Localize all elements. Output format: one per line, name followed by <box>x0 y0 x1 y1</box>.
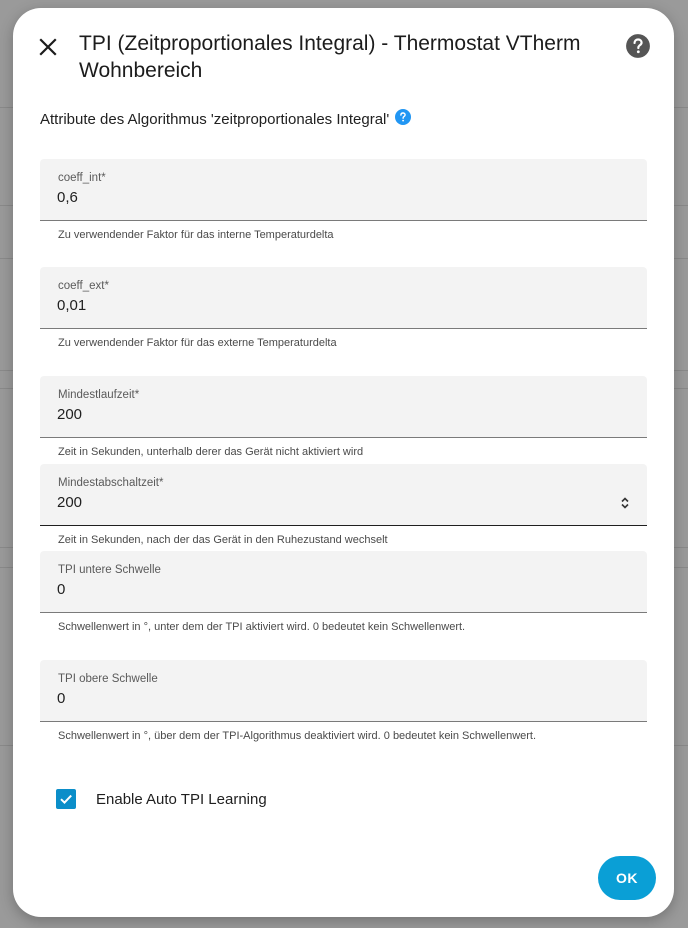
coeff-ext-input[interactable] <box>57 297 597 314</box>
coeff-ext-helper: Zu verwendender Faktor für das externe Temperaturdelta <box>58 337 337 349</box>
auto-tpi-learning-checkbox[interactable] <box>56 789 76 809</box>
dialog-title: TPI (Zeitproportionales Integral) - Thermostat VTherm Wohnbereich <box>79 32 581 82</box>
ok-button[interactable]: OK <box>598 856 656 900</box>
auto-tpi-learning-row <box>56 789 267 809</box>
auto-tpi-learning-label[interactable]: Enable Auto TPI Learning <box>96 790 267 808</box>
mindestlaufzeit-input[interactable] <box>57 406 597 423</box>
coeff-int-input[interactable] <box>57 189 597 206</box>
tpi-obere-schwelle-input[interactable] <box>57 690 597 707</box>
close-icon <box>39 38 57 56</box>
tpi-obere-schwelle-helper: Schwellenwert in °, über dem der TPI-Algorithmus deaktiviert wird. 0 bedeutet kein Schwellenwert. <box>58 730 537 742</box>
mindestabschaltzeit-label: Mindestabschaltzeit* <box>58 477 164 489</box>
tpi-settings-dialog <box>13 8 674 917</box>
tpi-untere-schwelle-field[interactable] <box>40 551 647 613</box>
tpi-untere-schwelle-label: TPI untere Schwelle <box>58 564 161 576</box>
mindestabschaltzeit-input[interactable] <box>57 494 597 511</box>
coeff-ext-field[interactable] <box>40 267 647 329</box>
coeff-int-field[interactable] <box>40 159 647 221</box>
mindestlaufzeit-helper: Zeit in Sekunden, unterhalb derer das Gerät nicht aktiviert wird <box>58 446 364 458</box>
tpi-obere-schwelle-label: TPI obere Schwelle <box>58 673 158 685</box>
coeff-int-helper: Zu verwendender Faktor für das interne Temperaturdelta <box>58 229 334 241</box>
help-icon[interactable] <box>625 33 651 59</box>
section-title <box>40 111 411 128</box>
tpi-obere-schwelle-field[interactable] <box>40 660 647 722</box>
close-button[interactable] <box>33 32 63 62</box>
section-title-text: Attribute des Algorithmus 'zeitproportionales Integral' <box>40 111 390 128</box>
mindestlaufzeit-field[interactable] <box>40 376 647 438</box>
tpi-untere-schwelle-input[interactable] <box>57 581 597 598</box>
checkmark-icon <box>59 792 73 806</box>
mindestabschaltzeit-field[interactable] <box>40 464 647 526</box>
tpi-untere-schwelle-helper: Schwellenwert in °, unter dem der TPI aktiviert wird. 0 bedeutet kein Schwellenwert. <box>58 621 466 633</box>
coeff-int-label: coeff_int* <box>58 172 106 184</box>
mindestlaufzeit-label: Mindestlaufzeit* <box>58 389 140 401</box>
number-spinner-icon[interactable] <box>619 495 631 511</box>
info-circle-icon[interactable] <box>395 109 411 125</box>
mindestabschaltzeit-helper: Zeit in Sekunden, nach der das Gerät in den Ruhezustand wechselt <box>58 534 388 546</box>
coeff-ext-label: coeff_ext* <box>58 280 109 292</box>
